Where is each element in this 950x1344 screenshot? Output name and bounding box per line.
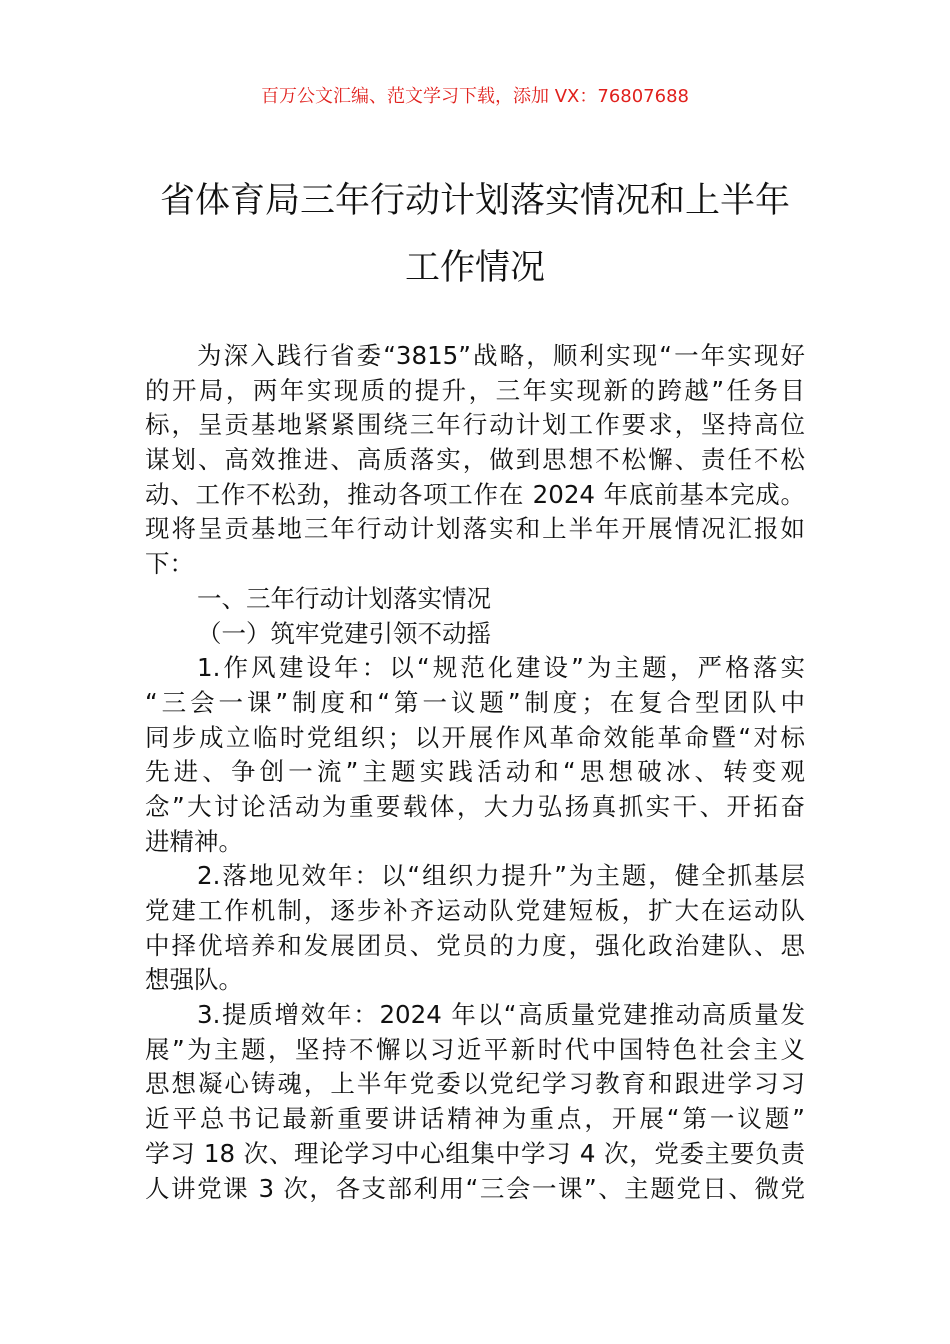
paragraph: [145, 859, 805, 998]
text-line: 党建工作机制，逐步补齐运动队党建短板，扩大在运动队: [145, 896, 805, 925]
text-line: 为深入践行省委“3815”战略，顺利实现“一年实现好: [197, 341, 805, 370]
text-line: 思想凝心铸魂，上半年党委以党纪学习教育和跟进学习习: [145, 1069, 805, 1099]
text-line: 的开局，两年实现质的提升，三年实现新的跨越”任务目: [145, 375, 805, 405]
text-line: 2.落地见效年：以“组织力提升”为主题，健全抓基层: [197, 861, 805, 891]
text-line: 想强队。: [145, 965, 243, 995]
paragraph: [145, 651, 805, 859]
document-body: [145, 339, 805, 1206]
text-line: 人讲党课 3 次，各支部利用“三会一课”、主题党日、微党: [145, 1173, 805, 1203]
text-line: 先进、争创一流”主题实践活动和“思想破冰、转变观: [145, 757, 805, 787]
text-line: 一、三年行动计划落实情况: [197, 583, 491, 613]
text-line: 现将呈贡基地三年行动计划落实和上半年开展情况汇报如: [145, 514, 805, 544]
text-line: 学习 18 次、理论学习中心组集中学习 4 次，党委主要负责: [145, 1138, 805, 1168]
watermark-banner: 百万公文汇编、范文学习下载，添加 VX：76807688: [261, 86, 689, 107]
text-line: 近平总书记最新重要讲话精神为重点，开展“第一议题”: [145, 1104, 805, 1134]
text-line: 下：: [145, 549, 194, 579]
paragraph: [145, 617, 805, 652]
paragraph: [145, 339, 805, 582]
text-line: 动、工作不松劲，推动各项工作在 2024 年底前基本完成。: [145, 479, 805, 509]
text-line: 标，呈贡基地紧紧围绕三年行动计划工作要求，坚持高位: [145, 410, 805, 440]
text-line: 1.作风建设年：以“规范化建设”为主题，严格落实: [197, 653, 805, 683]
text-line: 进精神。: [145, 826, 243, 856]
paragraph: [145, 998, 805, 1206]
text-line: 中择优培养和发展团员、党员的力度，强化政治建队、思: [145, 930, 805, 960]
text-line: 同步成立临时党组织；以开展作风革命效能革命暨“对标: [145, 722, 805, 752]
text-line: （一）筑牢党建引领不动摇: [197, 618, 491, 648]
text-line: “三会一课”制度和“第一议题”制度；在复合型团队中: [145, 687, 805, 717]
paragraph: [145, 582, 805, 617]
text-line: 念”大讨论活动为重要载体，大力弘扬真抓实干、开拓奋: [145, 791, 805, 821]
document-title-line-1: 省体育局三年行动计划落实情况和上半年: [159, 181, 790, 221]
text-line: 谋划、高效推进、高质落实，做到思想不松懈、责任不松: [145, 445, 805, 475]
text-line: 展”为主题，坚持不懈以习近平新时代中国特色社会主义: [145, 1034, 805, 1064]
document-title-line-2: 工作情况: [404, 248, 545, 288]
text-line: 3.提质增效年：2024 年以“高质量党建推动高质量发: [197, 1000, 805, 1030]
